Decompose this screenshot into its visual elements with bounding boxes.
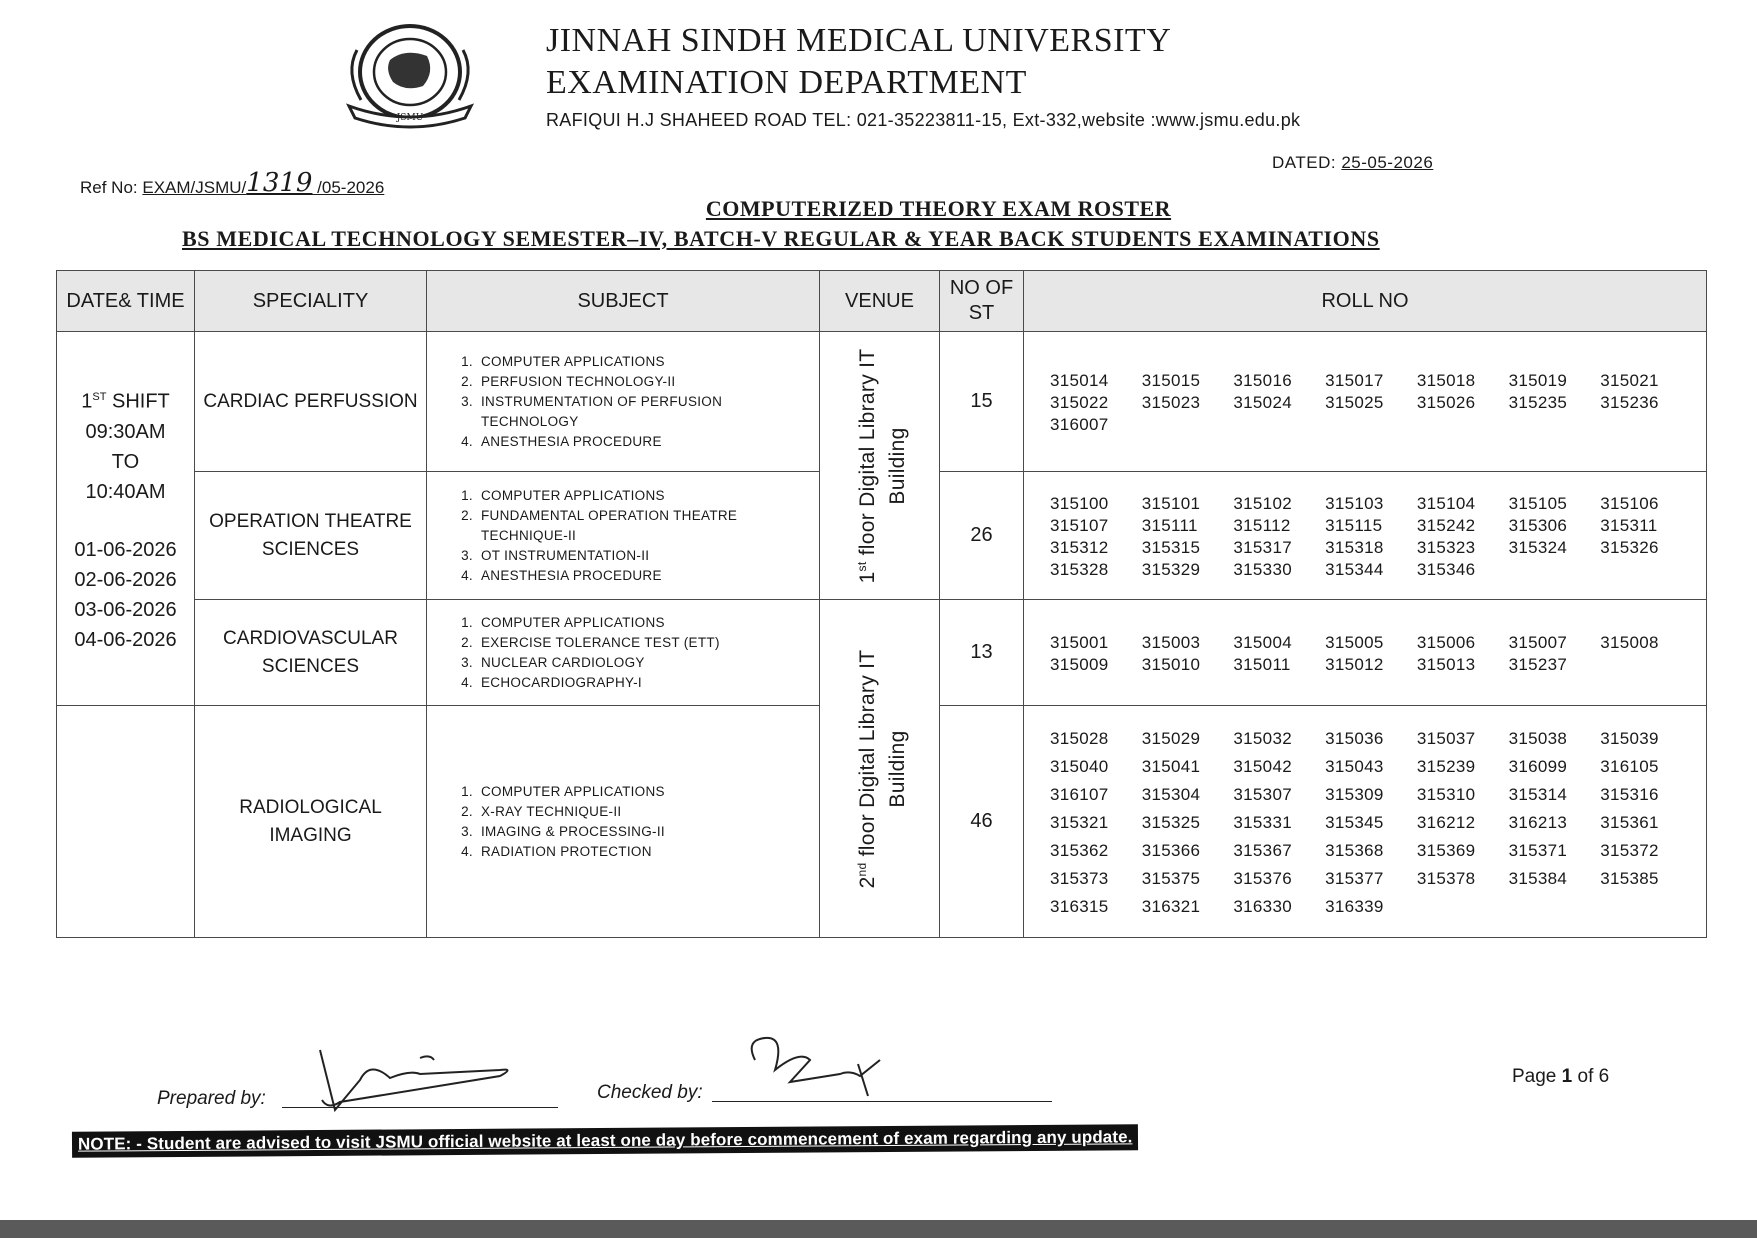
roll-number: 315111 [1141, 515, 1198, 535]
roll-number: 315106 [1600, 493, 1659, 513]
address-line: RAFIQUI H.J SHAHEED ROAD TEL: 021-35223811-15, Ext-332,website :www.jsmu.edu.pk [546, 110, 1301, 130]
roll-number: 315371 [1508, 840, 1568, 860]
page-of: of [1577, 1066, 1594, 1087]
subject-item: 2. EXERCISE TOLERANCE TEST (ETT) [477, 633, 809, 653]
roll-number: 315016 [1233, 370, 1292, 390]
roll-number-grid [1050, 371, 1692, 435]
time-to: TO [111, 450, 140, 473]
roll-number: 315307 [1233, 784, 1292, 804]
checked-by-signature [740, 1030, 900, 1100]
subject-list [441, 782, 809, 862]
roll-number: 316339 [1325, 896, 1384, 916]
roll-number: 315011 [1233, 654, 1291, 674]
dated-label: DATED: [1272, 153, 1337, 172]
roll-number: 315324 [1508, 537, 1568, 557]
subject-list [441, 613, 809, 693]
roll-number: 315367 [1233, 840, 1292, 860]
speciality-cell: CARDIOVASCULAR SCIENCES [195, 600, 427, 706]
date-time-cell [57, 332, 195, 706]
empty-date-cell [57, 706, 195, 938]
roll-number: 315008 [1600, 632, 1659, 652]
roll-number: 315042 [1233, 756, 1292, 776]
start-time: 09:30AM [85, 420, 166, 443]
roll-number: 315239 [1416, 756, 1476, 776]
roll-number: 315315 [1141, 537, 1201, 557]
roll-number: 315028 [1050, 728, 1109, 748]
subject-cell [427, 332, 820, 472]
subject-item: 3. IMAGING & PROCESSING-II [477, 822, 809, 842]
roll-number: 315003 [1141, 632, 1201, 652]
subject-item: 3. NUCLEAR CARDIOLOGY [477, 653, 809, 673]
roll-number: 316107 [1050, 784, 1109, 804]
roll-number: 315375 [1141, 868, 1201, 888]
roll-number: 315025 [1325, 392, 1384, 412]
subject-cell [427, 600, 820, 706]
column-header-date-time: DATE& TIME [57, 271, 195, 332]
page-label: Page [1512, 1066, 1557, 1087]
roll-number: 315015 [1141, 370, 1201, 390]
roll-number: 315330 [1233, 559, 1292, 579]
page-number [1512, 1066, 1609, 1088]
roll-number: 315037 [1416, 728, 1476, 748]
roll-number: 315040 [1050, 756, 1109, 776]
roll-number: 315368 [1325, 840, 1384, 860]
roll-numbers-cell [1024, 706, 1707, 938]
roll-number: 315013 [1416, 654, 1476, 674]
roll-number: 315007 [1508, 632, 1568, 652]
svg-text:JSMU: JSMU [396, 113, 424, 123]
roll-number: 315006 [1416, 632, 1476, 652]
roll-number: 315115 [1325, 515, 1383, 535]
roll-number: 315306 [1508, 515, 1568, 535]
subject-item: 4. RADIATION PROTECTION [477, 842, 809, 862]
roll-number: 315022 [1050, 392, 1109, 412]
roll-number: 315043 [1325, 756, 1384, 776]
roll-number: 315369 [1416, 840, 1476, 860]
roll-number: 315100 [1050, 493, 1109, 513]
subject-item: 3. OT INSTRUMENTATION-II [477, 546, 809, 566]
roll-number: 315104 [1416, 493, 1476, 513]
roll-number: 315235 [1508, 392, 1568, 412]
page-current: 1 [1561, 1066, 1573, 1087]
roll-number: 315331 [1233, 812, 1292, 832]
student-count-cell: 15 [940, 332, 1024, 472]
roll-number: 315384 [1508, 868, 1568, 888]
subject-item: 4. ANESTHESIA PROCEDURE [477, 566, 809, 586]
roll-number: 315029 [1141, 728, 1201, 748]
roll-numbers-cell [1024, 472, 1707, 600]
subject-item: 2. FUNDAMENTAL OPERATION THEATRE TECHNIQUE-II [477, 506, 809, 546]
exam-date-2: 02-06-2026 [74, 568, 177, 591]
roll-number: 315024 [1233, 392, 1292, 412]
exam-date-4: 04-06-2026 [74, 628, 177, 651]
table-header-row [57, 271, 1707, 332]
column-header-no-of-students: NO OF ST [940, 271, 1024, 332]
roll-numbers-cell [1024, 332, 1707, 472]
roll-number-grid [1050, 494, 1692, 580]
roll-number: 316213 [1508, 812, 1568, 832]
column-header-subject: SUBJECT [427, 271, 820, 332]
roll-number: 315001 [1050, 632, 1109, 652]
subject-cell [427, 472, 820, 600]
roll-number: 315023 [1141, 392, 1201, 412]
roll-number: 315236 [1600, 392, 1659, 412]
subject-cell [427, 706, 820, 938]
roll-number: 315039 [1600, 728, 1659, 748]
roll-number: 315312 [1050, 537, 1109, 557]
subject-list [441, 486, 809, 586]
exam-date-3: 03-06-2026 [74, 598, 177, 621]
roll-number: 315362 [1050, 840, 1109, 860]
subject-item: 1. COMPUTER APPLICATIONS [477, 486, 809, 506]
roll-number: 315103 [1325, 493, 1384, 513]
venue-text: 1st floor Digital Library IT Building [854, 348, 909, 583]
roll-number: 315010 [1141, 654, 1201, 674]
roll-number: 316212 [1416, 812, 1476, 832]
university-seal-logo [335, 20, 485, 132]
roll-number: 315321 [1050, 812, 1109, 832]
roll-number: 315026 [1416, 392, 1476, 412]
scan-edge [0, 1220, 1757, 1238]
subject-item: 2. PERFUSION TECHNOLOGY-II [477, 372, 809, 392]
checked-by-label: Checked by: [597, 1082, 703, 1103]
roll-number: 315311 [1600, 515, 1658, 535]
roll-number: 316321 [1141, 896, 1201, 916]
dated-value: 25-05-2026 [1341, 153, 1434, 172]
speciality-cell: RADIOLOGICAL IMAGING [195, 706, 427, 938]
reference-prefix: EXAM/JSMU/ [142, 178, 247, 197]
roll-number: 315041 [1141, 756, 1201, 776]
subject-item: 1. COMPUTER APPLICATIONS [477, 782, 809, 802]
roll-number: 315378 [1416, 868, 1476, 888]
roll-number: 315385 [1600, 868, 1659, 888]
roll-number: 315021 [1600, 370, 1659, 390]
roll-number: 315309 [1325, 784, 1384, 804]
roll-number: 315014 [1050, 370, 1109, 390]
roll-number-grid [1050, 633, 1692, 675]
roll-number: 315004 [1233, 632, 1292, 652]
reference-label: Ref No: [80, 178, 138, 197]
university-name: JINNAH SINDH MEDICAL UNIVERSITY [546, 22, 1172, 59]
student-count-cell: 13 [940, 600, 1024, 706]
student-count-cell: 46 [940, 706, 1024, 938]
roll-number: 315318 [1325, 537, 1384, 557]
prepared-by-label: Prepared by: [157, 1088, 266, 1109]
roll-number: 315012 [1325, 654, 1384, 674]
roll-number: 315101 [1141, 493, 1201, 513]
roll-number: 315112 [1233, 515, 1291, 535]
roll-number: 315102 [1233, 493, 1292, 513]
roll-number: 316105 [1600, 756, 1659, 776]
roll-number: 315018 [1416, 370, 1476, 390]
roll-number: 315317 [1233, 537, 1292, 557]
roll-number: 315361 [1600, 812, 1659, 832]
end-time: 10:40AM [85, 480, 166, 503]
roll-number: 315009 [1050, 654, 1109, 674]
roll-number: 316315 [1050, 896, 1109, 916]
roll-number: 315005 [1325, 632, 1384, 652]
roll-number: 315325 [1141, 812, 1201, 832]
subject-list [441, 352, 809, 452]
reference-number [80, 168, 384, 198]
roll-number: 315019 [1508, 370, 1568, 390]
roster-title: COMPUTERIZED THEORY EXAM ROSTER [705, 196, 1172, 221]
subject-item: 1. COMPUTER APPLICATIONS [477, 352, 809, 372]
date-line [1272, 153, 1433, 173]
student-count-cell: 26 [940, 472, 1024, 600]
roll-number: 315310 [1416, 784, 1476, 804]
prepared-by-signature [300, 1040, 530, 1120]
exam-date-1: 01-06-2026 [74, 538, 177, 561]
roll-number: 315314 [1508, 784, 1568, 804]
reference-suffix: /05-2026 [312, 178, 385, 197]
roll-number: 315323 [1416, 537, 1476, 557]
roll-number: 315328 [1050, 559, 1109, 579]
roll-number: 315344 [1325, 559, 1384, 579]
roll-number: 316099 [1508, 756, 1568, 776]
shift-label: 1ST SHIFT [81, 390, 170, 413]
reference-handwritten-number: 1319 [246, 168, 313, 198]
speciality-cell: CARDIAC PERFUSSION [195, 332, 427, 472]
roll-number: 315345 [1325, 812, 1384, 832]
roster-subtitle: BS MEDICAL TECHNOLOGY SEMESTER–IV, BATCH-V REGULAR & YEAR BACK STUDENTS EXAMINATIONS [182, 226, 1380, 251]
roll-number: 315105 [1508, 493, 1568, 513]
checked-by-signature-line [712, 1101, 1052, 1102]
roll-numbers-cell [1024, 600, 1707, 706]
subject-item: 1. COMPUTER APPLICATIONS [477, 613, 809, 633]
exam-roster-table [56, 270, 1707, 938]
note-banner: NOTE: - Student are advised to visit JSMU official website at least one day before commencement of exam regarding any update. [72, 1124, 1139, 1157]
roll-number: 315326 [1600, 537, 1659, 557]
subject-item: 3. INSTRUMENTATION OF PERFUSION TECHNOLOGY [477, 392, 809, 432]
roll-number: 315107 [1050, 515, 1109, 535]
subject-item: 2. X-RAY TECHNIQUE-II [477, 802, 809, 822]
roll-number: 315242 [1416, 515, 1476, 535]
roll-number: 315377 [1325, 868, 1384, 888]
venue-cell [820, 600, 940, 938]
roll-number: 315237 [1508, 654, 1568, 674]
venue-text: 2nd floor Digital Library IT Building [854, 649, 909, 888]
roll-number: 315038 [1508, 728, 1568, 748]
roll-number: 315366 [1141, 840, 1201, 860]
page-total: 6 [1598, 1066, 1610, 1087]
column-header-speciality: SPECIALITY [195, 271, 427, 332]
roll-number: 315017 [1325, 370, 1384, 390]
column-header-roll-no: ROLL NO [1024, 271, 1707, 332]
roll-number-grid [1050, 729, 1692, 917]
roll-number: 315372 [1600, 840, 1659, 860]
roll-number: 315304 [1141, 784, 1201, 804]
roll-number: 315346 [1416, 559, 1476, 579]
table-row [57, 600, 1707, 706]
roll-number: 315329 [1141, 559, 1201, 579]
speciality-cell: OPERATION THEATRE SCIENCES [195, 472, 427, 600]
roll-number: 315036 [1325, 728, 1384, 748]
table-row [57, 332, 1707, 472]
roll-number: 316330 [1233, 896, 1292, 916]
department-name: EXAMINATION DEPARTMENT [546, 64, 1027, 101]
column-header-venue: VENUE [820, 271, 940, 332]
roll-number: 315032 [1233, 728, 1292, 748]
roll-number: 315376 [1233, 868, 1292, 888]
venue-cell [820, 332, 940, 600]
roll-number: 315373 [1050, 868, 1109, 888]
roll-number: 316007 [1050, 414, 1109, 434]
subject-item: 4. ANESTHESIA PROCEDURE [477, 432, 809, 452]
subject-item: 4. ECHOCARDIOGRAPHY-I [477, 673, 809, 693]
roll-number: 315316 [1600, 784, 1659, 804]
